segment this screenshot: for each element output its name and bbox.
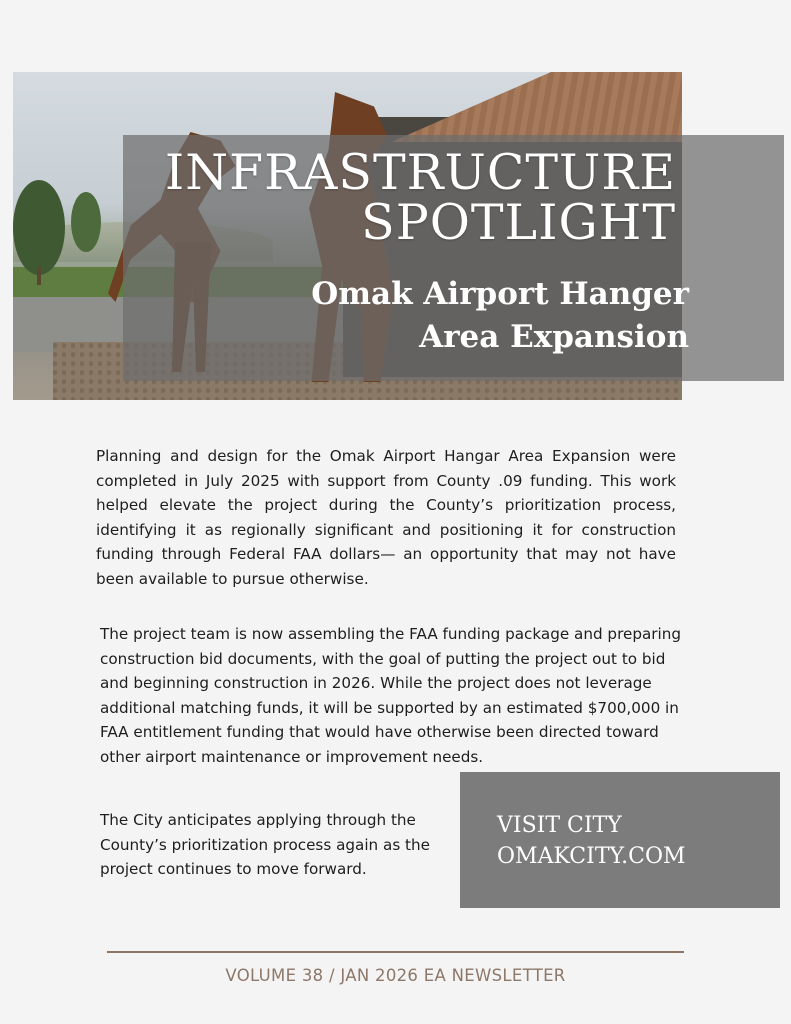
body-paragraph-planning: Planning and design for the Omak Airport Hangar Area Expansion were completed in July 2025 with support from County .09 funding. This work helped elevate the project during the County’s prioritization process, identifying it as regionally significant and positioning it for construction funding through Federal FAA dollars— an opportunity that may not have been available to pursue otherwise. [96,447,676,588]
newsletter-footer: VOLUME 38 / JAN 2026 EA NEWSLETTER [225,966,566,985]
spotlight-title: INFRASTRUCTURE SPOTLIGHT [164,144,676,251]
footer-divider [107,951,684,953]
visit-city-box[interactable] [460,772,780,908]
body-paragraph-next-steps: The City anticipates applying through the County’s prioritization process again as the project continues to move forward. [100,811,430,878]
project-title: Omak Airport Hanger Area Expansion [311,276,689,355]
visit-city-link[interactable]: VISIT CITY OMAKCITY.COM [497,813,686,869]
body-paragraph-funding: The project team is now assembling the FAA funding package and preparing construction bid documents, with the goal of putting the project out to bid and beginning construction in 2026. While the project does not leverage additional matching funds, it will be supported by an estimated $700,000 in FAA entitlement funding that would have otherwise been directed toward other airport maintenance or improvement needs. [100,625,682,766]
